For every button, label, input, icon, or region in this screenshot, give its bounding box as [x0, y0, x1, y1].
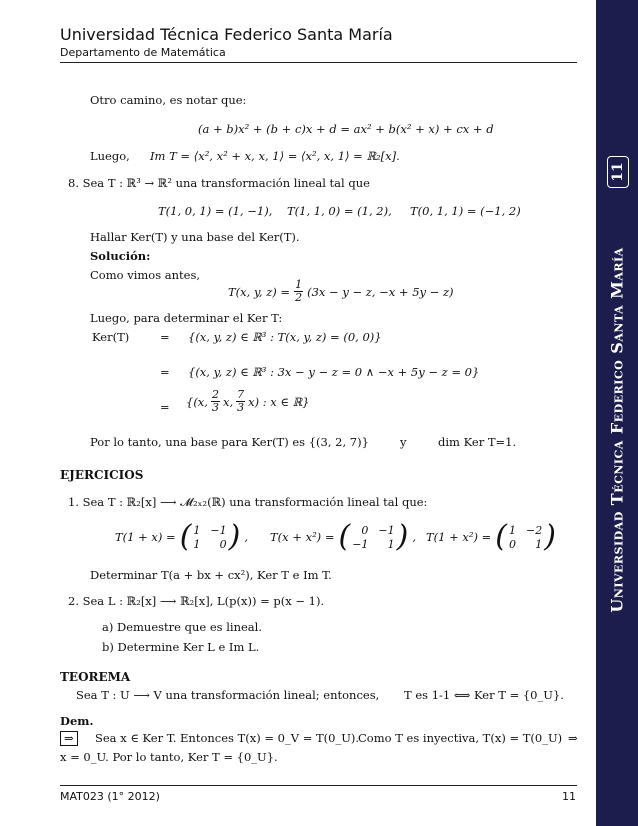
footer-rule	[60, 785, 577, 786]
sub-item: b) Determine Ker L e Im L.	[102, 640, 260, 654]
solution-label: Solución:	[90, 249, 151, 263]
sub-item: a) Demuestre que es lineal.	[102, 620, 262, 634]
equation-lhs: Ker(T)	[92, 330, 130, 344]
equation: {(x, y, z) ∈ ℝ³ : T(x, y, z) = (0, 0)}	[188, 330, 382, 344]
text-line: Como vimos antes,	[90, 268, 201, 282]
matrix-equation-3: T(1 + x²) = ( 1 −2 0 1 )	[426, 519, 556, 554]
page-number-box: 11	[607, 156, 629, 188]
proof-text: x = 0_U. Por lo tanto, Ker T = {0_U}.	[60, 750, 278, 764]
equals-sign: =	[160, 400, 170, 414]
implies-symbol: ⇒	[568, 731, 578, 745]
text-line: Por lo tanto, una base para Ker(T) es {(3, 2, 7)}	[90, 435, 369, 449]
header-title: Universidad Técnica Federico Santa María	[60, 25, 393, 44]
text-line: dim Ker T=1.	[438, 435, 517, 449]
header-subtitle: Departamento de Matemática	[60, 46, 226, 59]
proof-text: Sea x ∈ Ker T. Entonces T(x) = 0_V = T(0_U).	[95, 731, 360, 745]
equation: T(x, y, z) = $\frac{1}{2}$ (3x − y − z, −x + 5y − z)	[228, 278, 454, 304]
text-line: Luego,	[90, 149, 130, 163]
theorem-text: T es 1-1 ⟺ Ker T = {0_U}.	[404, 688, 564, 702]
sidebar-banner	[596, 0, 638, 826]
implies-box-icon: ⇒	[60, 731, 78, 746]
equation: (a + b)x² + (b + c)x + d = ax² + b(x² + x) + cx + d	[198, 122, 494, 136]
text-line: Otro camino, es notar que:	[90, 93, 247, 107]
matrix-equation-1: T(1 + x) = ( 1 −1 1 0 ) ,	[115, 519, 248, 554]
equation: T(1, 0, 1) = (1, −1),	[158, 204, 273, 218]
equals-sign: =	[160, 330, 170, 344]
exercise-item: 2. Sea L : ℝ₂[x] ⟶ ℝ₂[x], L(p(x)) = p(x − 1).	[68, 594, 325, 608]
section-title-teorema: TEOREMA	[60, 670, 131, 684]
equals-sign: =	[160, 365, 170, 379]
section-title-ejercicios: EJERCICIOS	[60, 468, 144, 482]
text-line: Luego, para determinar el Ker T:	[90, 311, 283, 325]
equation: {(x, y, z) ∈ ℝ³ : 3x − y − z = 0 ∧ −x + 5y − z = 0}	[188, 365, 480, 379]
text-line: Hallar Ker(T) y una base del Ker(T).	[90, 230, 300, 244]
proof-text: Como T es inyectiva, T(x) = T(0_U)	[358, 731, 563, 745]
footer-course: MAT023 (1° 2012)	[60, 790, 160, 803]
text-line: y	[400, 435, 407, 449]
equation: {(x, $\frac{2}{3}$ x, $\frac{7}{3}$ x) : x ∈ ℝ}	[186, 388, 310, 414]
exercise-item: 1. Sea T : ℝ₂[x] ⟶ 𝓜₂ₓ₂(ℝ) una transformación lineal tal que:	[68, 495, 428, 509]
equation: T(0, 1, 1) = (−1, 2)	[410, 204, 521, 218]
text-line: Determinar T(a + bx + cx²), Ker T e Im T.	[90, 568, 332, 582]
equation: Im T = ⟨x², x² + x, x, 1⟩ = ⟨x², x, 1⟩ = ℝ₂[x].	[150, 149, 400, 163]
theorem-text: Sea T : U ⟶ V una transformación lineal; entonces,	[76, 688, 380, 702]
proof-label: Dem.	[60, 714, 94, 728]
matrix-equation-2: T(x + x²) = ( 0 −1 −1 1 ) ,	[270, 519, 416, 554]
exercise-item: 8. Sea T : ℝ³ → ℝ² una transformación lineal tal que	[68, 176, 370, 190]
header-rule	[60, 62, 577, 63]
equation: T(1, 1, 0) = (1, 2),	[287, 204, 392, 218]
footer-page-number: 11	[562, 790, 576, 803]
sidebar-text: Universidad Técnica Federico Santa María	[607, 247, 627, 613]
proof-line	[60, 731, 78, 746]
